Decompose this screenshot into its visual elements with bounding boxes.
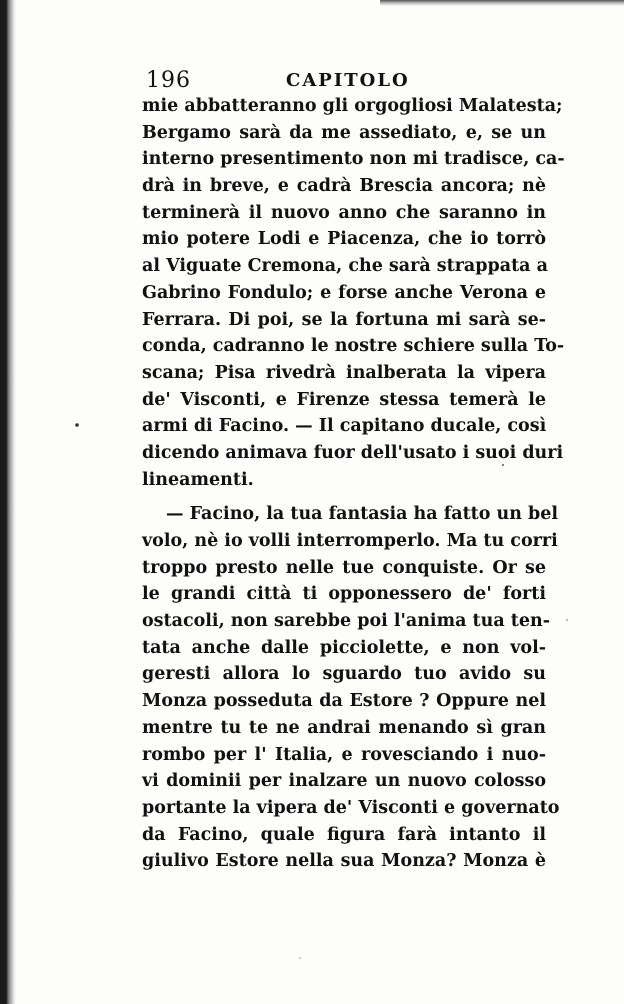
text-line: armi di Facino. — Il capitano ducale, così [142, 416, 547, 437]
running-head: CAPITOLO [286, 70, 410, 91]
text-line: giulivo Estore nella sua Monza? Monza è [142, 851, 546, 872]
text-line: mio potere Lodi e Piacenza, che io torrò [142, 229, 546, 250]
text-line: al Viguate Cremona, che sarà strappata a [142, 256, 548, 277]
text-line: mie abbatteranno gli orgogliosi Malatesta; [142, 96, 563, 116]
text-line: portante la vipera de' Visconti e governato [142, 797, 560, 818]
text-line: conda, cadranno le nostre schiere sulla To- [142, 336, 565, 357]
text-line: Monza posseduta da Estore ? Oppure nel [142, 691, 546, 712]
text-line: lineamenti. [142, 469, 254, 490]
text-line: le grandi città ti opponessero de' forti [142, 584, 546, 605]
text-line: scana; Pisa rivedrà inalberata la vipera [142, 362, 546, 383]
text-line: interno presentimento non mi tradisce, ca- [142, 149, 565, 170]
text-line: mentre tu te ne andrai menando sì gran [142, 717, 546, 738]
body-text [142, 93, 565, 875]
text-line: terminerà il nuovo anno che saranno in [142, 202, 546, 223]
paragraph-1 [142, 93, 565, 493]
page-number: 196 [146, 68, 191, 93]
text-line: rombo per l' Italia, e rovesciando i nuo- [142, 744, 546, 765]
text-line: Bergamo sarà da me assediato, e, se un [142, 122, 546, 143]
text-line: de' Visconti, e Firenze stessa temerà le [142, 389, 546, 410]
text-line: — Facino, la tua fantasia ha fatto un bel [166, 504, 559, 525]
text-line: volo, nè io volli interromperlo. Ma tu corri [142, 531, 558, 551]
text-line: da Facino, quale figura farà intanto il [142, 824, 546, 845]
text-line: dicendo animava fuor dell'usato i suoi duri [142, 442, 564, 463]
text-line: ostacoli, non sarebbe poi l'anima tua ten- [142, 611, 550, 632]
text-line: vi dominii per inalzare un nuovo colosso [142, 771, 546, 792]
text-line: troppo presto nelle tue conquiste. Or se [142, 557, 546, 578]
text-line: Gabrino Fondulo; e forse anche Verona e [142, 282, 546, 303]
text-line: geresti allora lo sguardo tuo avido su [142, 664, 546, 685]
text-line: tata anche dalle picciolette, e non vol- [142, 637, 546, 658]
text-line: Ferrara. Di poi, se la fortuna mi sarà se- [142, 309, 546, 330]
page-top-edge-shadow [380, 0, 624, 6]
text-line: drà in breve, e cadrà Brescia ancora; nè [142, 176, 546, 197]
paragraph-2 [142, 501, 560, 875]
page-left-binding-shadow [0, 0, 16, 1004]
